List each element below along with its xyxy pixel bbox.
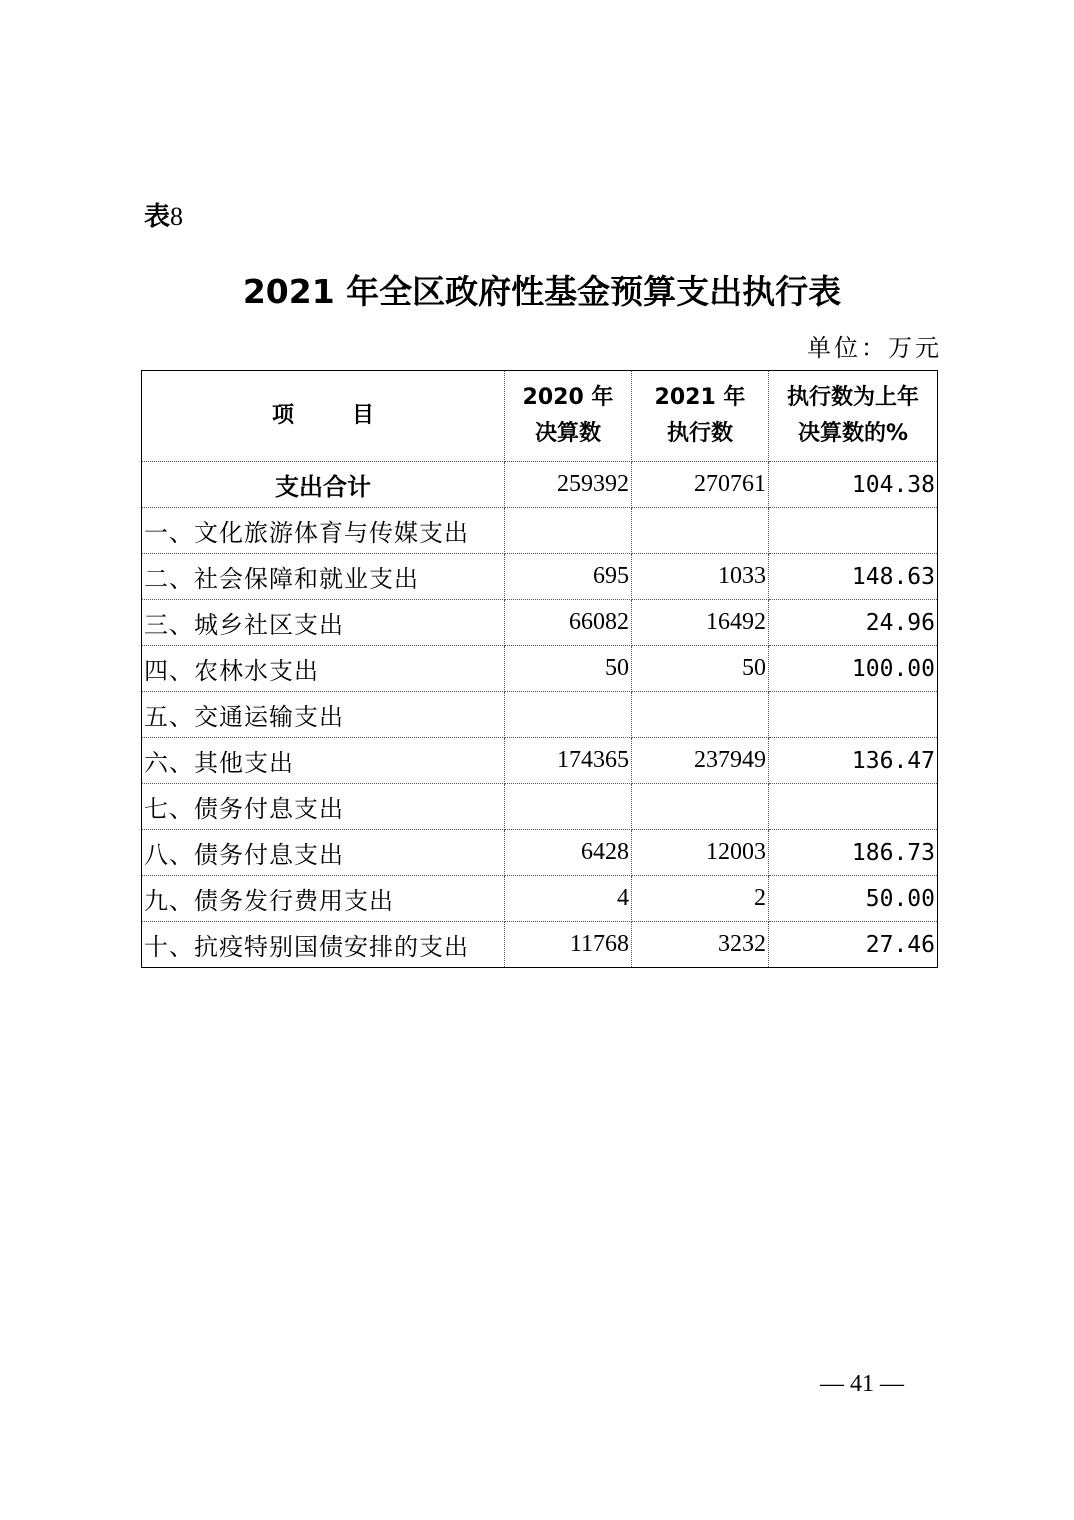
- header-2020-line2: 决算数: [534, 421, 601, 446]
- header-2021-line2: 执行数: [666, 421, 733, 446]
- row-percent-value: 24.96: [769, 600, 938, 646]
- row-2020-value: 259392: [505, 462, 632, 508]
- row-2020-value: 66082: [505, 600, 632, 646]
- row-2020-value: [505, 692, 632, 738]
- table-label-number: 8: [170, 202, 184, 231]
- header-item-char-1: 项: [271, 403, 294, 428]
- row-2021-value: 1033: [632, 554, 769, 600]
- table-row: [142, 830, 938, 876]
- table-label: [144, 196, 183, 233]
- table-row: [142, 554, 938, 600]
- row-2021-value: 50: [632, 646, 769, 692]
- row-2021-value: 237949: [632, 738, 769, 784]
- header-percent: [769, 371, 938, 462]
- row-percent-value: 186.73: [769, 830, 938, 876]
- row-2021-value: [632, 692, 769, 738]
- row-percent-value: 104.38: [769, 462, 938, 508]
- header-2020-line1: 2020 年: [522, 385, 614, 410]
- row-percent-value: [769, 508, 938, 554]
- table-row: [142, 876, 938, 922]
- row-item: 九、债务发行费用支出: [142, 876, 505, 922]
- row-2020-value: 4: [505, 876, 632, 922]
- row-item: 三、城乡社区支出: [142, 600, 505, 646]
- row-2021-value: [632, 784, 769, 830]
- row-2020-value: 174365: [505, 738, 632, 784]
- row-2020-value: 11768: [505, 922, 632, 968]
- row-2021-value: 16492: [632, 600, 769, 646]
- row-item: 七、债务付息支出: [142, 784, 505, 830]
- header-percent-line2: 决算数的%: [797, 421, 909, 446]
- row-percent-value: [769, 692, 938, 738]
- header-item-char-2: 目: [352, 403, 375, 428]
- table-row: [142, 646, 938, 692]
- page-number: — 41 —: [820, 1371, 904, 1397]
- row-item: 六、其他支出: [142, 738, 505, 784]
- row-2021-value: 2: [632, 876, 769, 922]
- document-title: 2021 年全区政府性基金预算支出执行表: [242, 272, 842, 311]
- header-2020: [505, 371, 632, 462]
- header-2021-line1: 2021 年: [654, 385, 746, 410]
- table-row: [142, 600, 938, 646]
- table-row: [142, 508, 938, 554]
- table-row-total: [142, 462, 938, 508]
- row-percent-value: 136.47: [769, 738, 938, 784]
- row-item: 五、交通运输支出: [142, 692, 505, 738]
- row-2021-value: 270761: [632, 462, 769, 508]
- row-item: 四、农林水支出: [142, 646, 505, 692]
- row-item: 十、抗疫特别国债安排的支出: [142, 922, 505, 968]
- row-percent-value: 50.00: [769, 876, 938, 922]
- row-2020-value: [505, 508, 632, 554]
- row-item: 八、债务付息支出: [142, 830, 505, 876]
- row-percent-value: [769, 784, 938, 830]
- table-label-prefix: 表: [144, 202, 171, 232]
- header-percent-line1: 执行数为上年: [786, 385, 919, 410]
- table-row: [142, 784, 938, 830]
- unit-label: 单位：万元: [807, 334, 942, 362]
- row-percent-value: 148.63: [769, 554, 938, 600]
- header-2021: [632, 371, 769, 462]
- row-2020-value: [505, 784, 632, 830]
- table-row: [142, 922, 938, 968]
- row-percent-value: 100.00: [769, 646, 938, 692]
- row-item: 二、社会保障和就业支出: [142, 554, 505, 600]
- row-2021-value: 12003: [632, 830, 769, 876]
- header-item: [142, 371, 505, 462]
- table-row: [142, 692, 938, 738]
- row-item: 一、文化旅游体育与传媒支出: [142, 508, 505, 554]
- row-2021-value: 3232: [632, 922, 769, 968]
- row-2020-value: 50: [505, 646, 632, 692]
- table-row: [142, 738, 938, 784]
- row-2020-value: 6428: [505, 830, 632, 876]
- table-header-row: [142, 371, 938, 462]
- row-item: 支出合计: [142, 462, 505, 508]
- row-2020-value: 695: [505, 554, 632, 600]
- row-percent-value: 27.46: [769, 922, 938, 968]
- expenditure-table: [141, 370, 938, 968]
- row-2021-value: [632, 508, 769, 554]
